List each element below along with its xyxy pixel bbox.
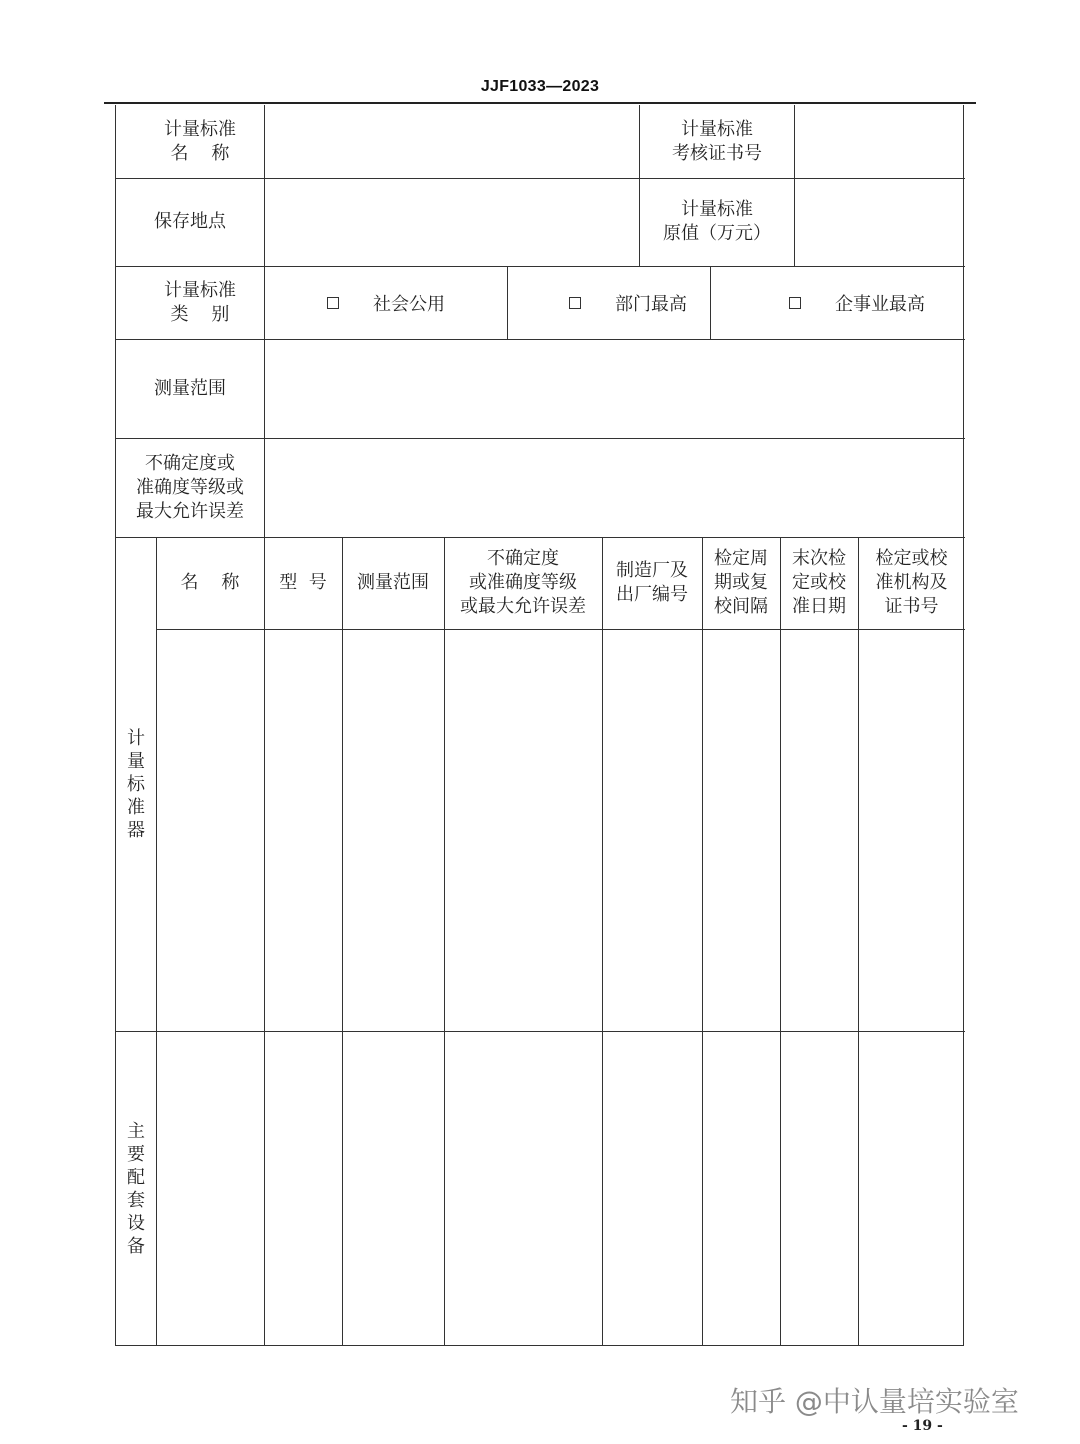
range-field[interactable]: [266, 341, 963, 437]
standard-name-label: 计量标准 名 称: [164, 118, 236, 164]
column-header-manufacturer: 制造厂及 出厂编号: [616, 560, 688, 605]
category-option-label: 企事业最高: [835, 293, 925, 315]
document-code: JJF1033—2023: [480, 78, 600, 95]
original-value-field[interactable]: [796, 180, 963, 265]
header-rule: [104, 102, 976, 104]
group-divider-line: [116, 1031, 965, 1032]
original-value-label: 计量标准 原值（万元）: [663, 199, 771, 244]
cert-no-label: 计量标准 考核证书号: [672, 118, 762, 164]
column-header-interval: 检定周 期或复 校间隔: [714, 548, 768, 617]
mid-col-line-2: [794, 105, 795, 266]
watermark: 知乎 @中认量培实验室: [730, 1385, 1019, 1418]
column-header-uncertainty: 不确定度 或准确度等级 或最大允许误差: [460, 548, 586, 617]
column-header-model: 型 号: [279, 572, 327, 593]
category-option-enterprise[interactable]: [789, 266, 925, 339]
standard-form-table: [115, 105, 964, 1346]
column-header-name: 名 称: [180, 572, 240, 593]
location-label: 保存地点: [154, 211, 226, 232]
table-header-line: [156, 629, 965, 630]
uncertainty-label: 不确定度或 准确度等级或 最大允许误差: [136, 452, 244, 522]
standard-entries-area[interactable]: [158, 631, 963, 1029]
group-col-line: [156, 537, 157, 1346]
category-option-public[interactable]: [327, 266, 445, 339]
category-option-label: 部门最高: [615, 293, 687, 315]
group-label-aux: 主要配套设备: [127, 1120, 145, 1257]
checkbox-icon[interactable]: [789, 297, 801, 309]
category-divider-2: [710, 266, 711, 339]
category-label: 计量标准 类 别: [164, 279, 236, 325]
category-option-label: 社会公用: [373, 293, 445, 315]
location-field[interactable]: [266, 180, 638, 265]
group-label-standard: 计量标准器: [127, 727, 145, 841]
label-col-line: [264, 105, 265, 537]
range-label: 测量范围: [154, 377, 226, 399]
column-header-range: 测量范围: [357, 572, 429, 593]
category-divider-1: [507, 266, 508, 339]
aux-entries-area[interactable]: [158, 1033, 963, 1344]
standard-name-field[interactable]: [266, 107, 638, 177]
cert-no-field[interactable]: [796, 107, 963, 177]
page-number: - 19 -: [902, 1418, 943, 1434]
column-header-institution: 检定或校 准机构及 证书号: [875, 548, 948, 617]
checkbox-icon[interactable]: [569, 297, 581, 309]
uncertainty-field[interactable]: [266, 440, 963, 536]
column-header-last-date: 末次检 定或校 准日期: [792, 548, 846, 617]
category-option-department[interactable]: [569, 266, 687, 339]
checkbox-icon[interactable]: [327, 297, 339, 309]
